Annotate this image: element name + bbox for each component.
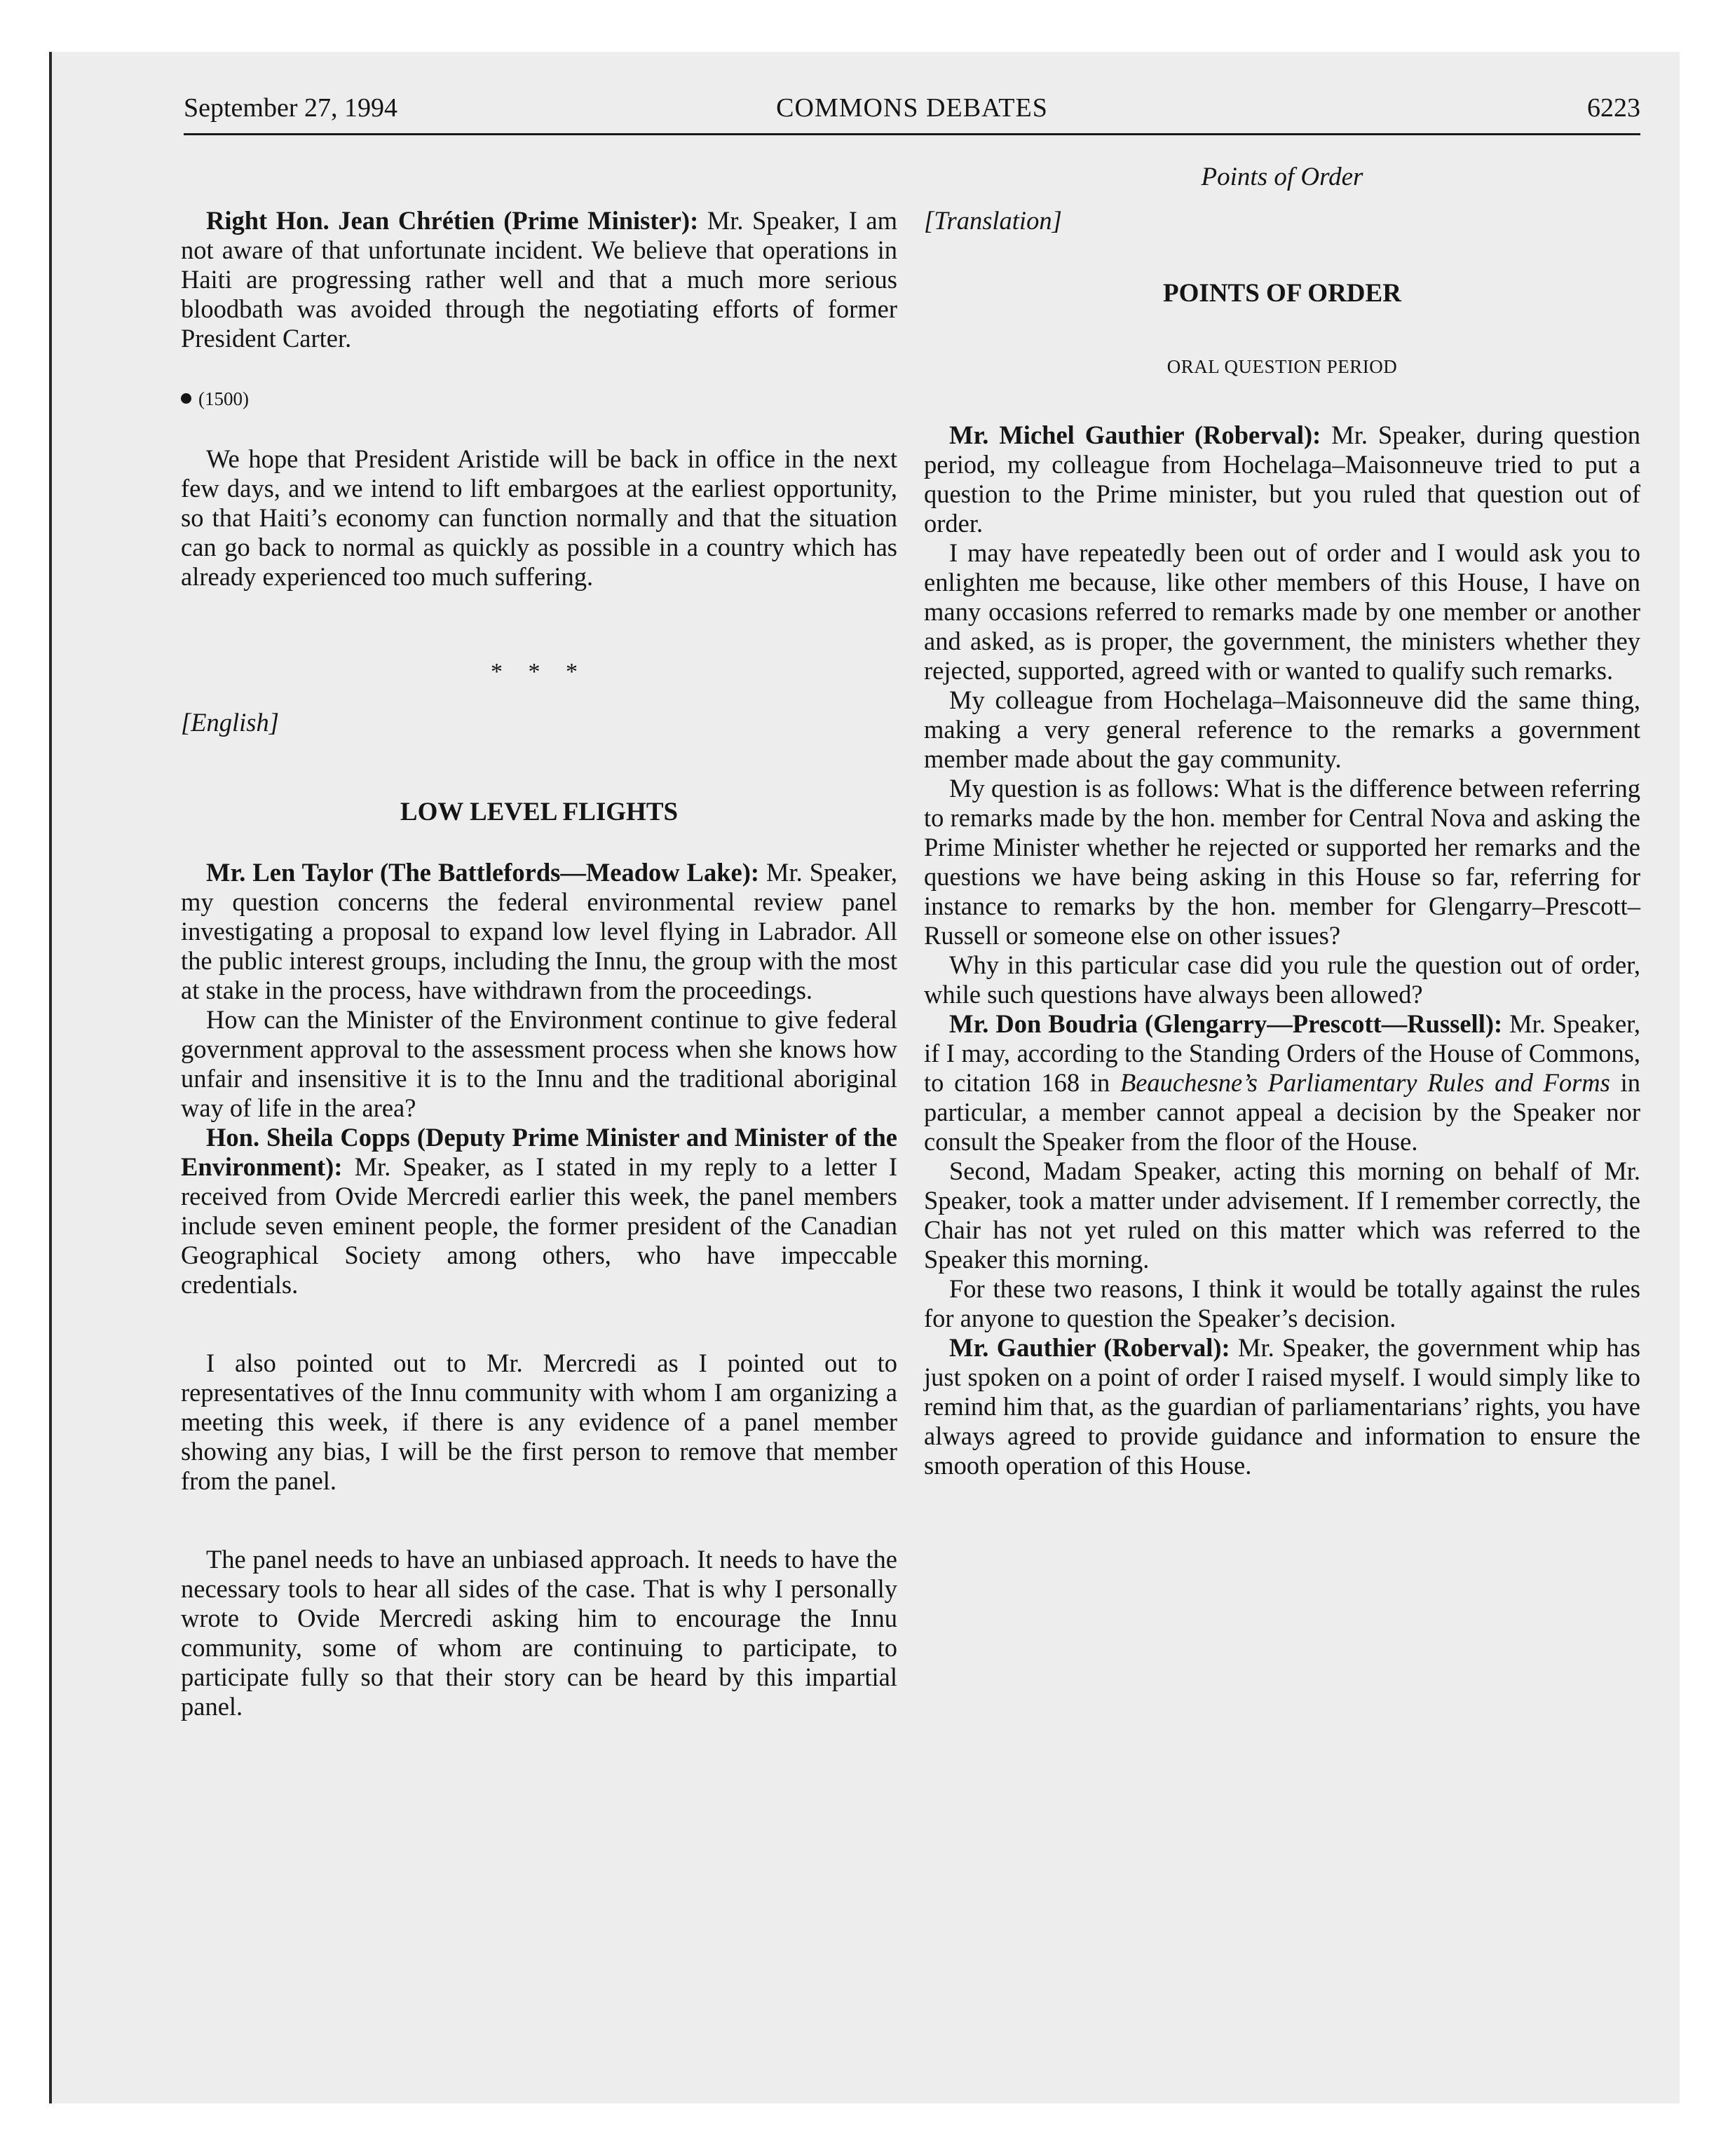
paragraph-boudria xyxy=(924,1009,1640,1157)
paragraph-copps xyxy=(181,1123,897,1299)
right-column xyxy=(924,163,1640,1480)
citation-title: Beauchesne’s Parliamentary Rules and Forms xyxy=(1120,1068,1610,1097)
paragraph-two-reasons: For these two reasons, I think it would be totally against the rules for anyone to question the Speaker’s decision. xyxy=(924,1274,1640,1332)
paragraph-aristide: We hope that President Aristide will be back in office in the next few days, and we intend to lift embargoes at the earliest opportunity, so that Haiti’s economy can function normally and that the situation can go back to normal as quickly as possible in a country which has already experienced too much suffering. xyxy=(181,444,897,591)
running-head: Points of Order xyxy=(1201,163,1363,191)
paragraph-why: Why in this particular case did you rule the question out of order, while such questions have always been allowed? xyxy=(924,950,1640,1009)
speech-text: Mr. Speaker, the government whip has just spoken on a point of order I raised myself. I would simply like to remind him that, as the guardian of parliamentarians’ rights, you have always agreed to provide guidance and information to ensure the smooth operation of this House. xyxy=(924,1333,1640,1480)
speech-text: Mr. Speaker, during question period, my colleague from Hochelaga–Maisonneuve tried to put a question to the Prime minister, but you ruled that question out of order. xyxy=(924,421,1640,538)
speaker-name: Hon. Sheila Copps (Deputy Prime Minister and Minister of the Environment): xyxy=(181,1123,897,1181)
header-date: September 27, 1994 xyxy=(184,93,398,123)
paragraph-madam-speaker: Second, Madam Speaker, acting this morning on behalf of Mr. Speaker, took a matter under advisement. If I remember correctly, the Chair has not yet ruled on this matter which was referred to the Speaker this morning. xyxy=(924,1157,1640,1274)
paragraph-colleague: My colleague from Hochelaga–Maisonneuve did the same thing, making a very general reference to the remarks a government member made about the gay community. xyxy=(924,685,1640,773)
time-marker xyxy=(181,384,897,414)
speaker-name: Mr. Len Taylor (The Battlefords—Meadow Lake): xyxy=(206,858,760,887)
paragraph-gauthier xyxy=(924,421,1640,538)
paragraph-question: My question is as follows: What is the difference between referring to remarks made by the hon. member for Central Nova and asking the Prime Minister whether he rejected or supported her remarks and the questions we have being asking in this House so far, referring for instance to remarks by the hon. member for Glengarry–Prescott–Russell or someone else on other issues? xyxy=(924,774,1640,950)
bullet-icon xyxy=(181,393,191,404)
speaker-name: Right Hon. Jean Chrétien (Prime Minister): xyxy=(206,206,699,235)
time-marker-text: (1500) xyxy=(198,388,249,409)
language-note: [Translation] xyxy=(924,206,1062,235)
paragraph-minister-question: How can the Minister of the Environment continue to give federal government approval to the assessment process when she knows how unfair and insensitive it is to the Innu and the traditional aboriginal way of life in the area? xyxy=(181,1005,897,1122)
speaker-name: Mr. Gauthier (Roberval): xyxy=(949,1333,1230,1362)
subheading: ORAL QUESTION PERIOD xyxy=(1166,356,1398,377)
scan-edge-shadow xyxy=(49,52,52,2103)
speech-text: in particular, a member cannot appeal a decision by the Speaker nor consult the Speaker from the floor of the House. xyxy=(924,1068,1640,1156)
paragraph-mercredi: I also pointed out to Mr. Mercredi as I pointed out to representatives of the Innu community with whom I am organizing a meeting this week, if there is any evidence of a panel member showing any bias, I will be the first person to remove that member from the panel. xyxy=(181,1349,897,1495)
speech-text: Mr. Speaker, I am not aware of that unfortunate incident. We believe that operations in Haiti are progressing rather well and that a much more serious bloodbath was avoided through the negotiating efforts of former President Carter. xyxy=(181,206,898,353)
paragraph-out-of-order: I may have repeatedly been out of order and I would ask you to enlighten me because, like other members of this House, I have on many occasions referred to remarks made by one member or another and asked, as is proper, the government, the ministers whether they rejected, supported, agreed with or wanted to qualify such remarks. xyxy=(924,538,1640,685)
section-separator: * * * xyxy=(491,659,587,685)
page-number: 6223 xyxy=(1587,93,1640,123)
speech-text: Mr. Speaker, my question concerns the federal environmental review panel investigating a proposal to expand low level flying in Labrador. All the public interest groups, including the Innu, the group with the most at stake in the process, have withdrawn from the proceedings. xyxy=(181,858,897,1004)
language-note: [English] xyxy=(181,708,279,737)
paragraph-gauthier-reply xyxy=(924,1333,1640,1480)
speech-text: Mr. Speaker, as I stated in my reply to a letter I received from Ovide Mercredi earlier this week, the panel members include seven eminent people, the former president of the Canadian Geographical Society among others, who have impeccable credentials. xyxy=(181,1152,897,1299)
speech-text: Mr. Speaker, if I may, according to the Standing Orders of the House of Commons, to citation 168 in xyxy=(924,1009,1640,1097)
section-heading: LOW LEVEL FLIGHTS xyxy=(400,798,679,826)
section-heading: POINTS OF ORDER xyxy=(1163,279,1401,308)
paragraph-chretien xyxy=(181,206,897,353)
left-column xyxy=(181,163,897,1721)
paragraph-taylor xyxy=(181,858,897,1005)
header-title: COMMONS DEBATES xyxy=(776,93,1048,123)
page-header xyxy=(184,90,1640,135)
paragraph-panel: The panel needs to have an unbiased approach. It needs to have the necessary tools to hear all sides of the case. That is why I personally wrote to Ovide Mercredi asking him to encourage the Innu community, some of whom are continuing to participate, to participate fully so that their story can be heard by this impartial panel. xyxy=(181,1545,897,1721)
speaker-name: Mr. Don Boudria (Glengarry—Prescott—Russell): xyxy=(949,1009,1503,1038)
speaker-name: Mr. Michel Gauthier (Roberval): xyxy=(949,421,1321,449)
